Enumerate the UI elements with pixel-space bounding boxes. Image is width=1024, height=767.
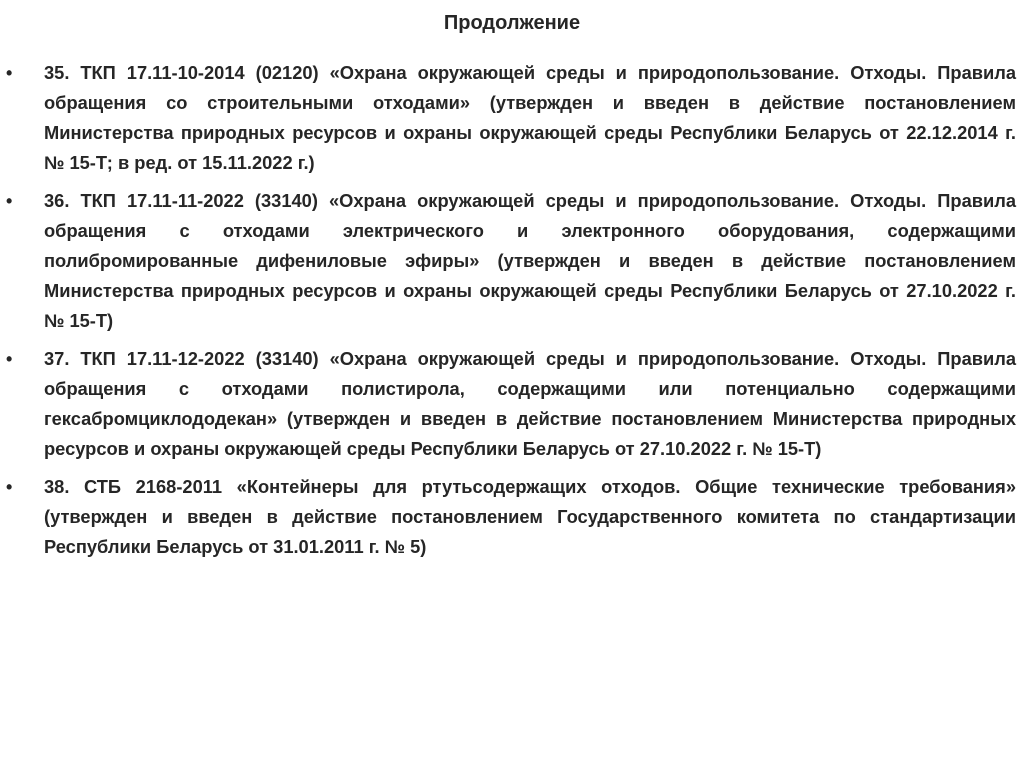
bullet-icon: • bbox=[6, 477, 13, 497]
list-item-text: 36. ТКП 17.11-11-2022 (33140) «Охрана окружающей среды и природопользование. Отходы. Правила обращения с отходами электрического и электронного оборудования, содержащими полибромированные дифениловые эфиры» (утвержден и введен в действие постановлением Министерства природных ресурсов и охраны окружающей среды Республики Беларусь от 27.10.2022 г. № 15-Т) bbox=[44, 190, 1016, 331]
list-item bbox=[0, 186, 1024, 336]
list-item bbox=[0, 58, 1024, 178]
list-item-text: 38. СТБ 2168-2011 «Контейнеры для ртутьсодержащих отходов. Общие технические требования» (утвержден и введен в действие постановлением Государственного комитета по стандартизации Республики Беларусь от 31.01.2011 г. № 5) bbox=[44, 476, 1016, 557]
list-item bbox=[0, 472, 1024, 562]
bullet-list bbox=[0, 58, 1024, 570]
bullet-icon: • bbox=[6, 63, 13, 83]
slide-title: Продолжение bbox=[443, 12, 581, 34]
list-item-text: 35. ТКП 17.11-10-2014 (02120) «Охрана окружающей среды и природопользование. Отходы. Правила обращения со строительными отходами» (утвержден и введен в действие постановлением Министерства природных ресурсов и охраны окружающей среды Республики Беларусь от 22.12.2014 г. № 15-Т; в ред. от 15.11.2022 г.) bbox=[44, 62, 1016, 173]
list-item bbox=[0, 344, 1024, 464]
bullet-icon: • bbox=[6, 191, 13, 211]
bullet-icon: • bbox=[6, 349, 13, 369]
list-item-text: 37. ТКП 17.11-12-2022 (33140) «Охрана окружающей среды и природопользование. Отходы. Правила обращения с отходами полистирола, содержащими или потенциально содержащими гексабромциклододекан» (утвержден и введен в действие постановлением Министерства природных ресурсов и охраны окружающей среды Республики Беларусь от 27.10.2022 г. № 15-Т) bbox=[44, 348, 1016, 459]
